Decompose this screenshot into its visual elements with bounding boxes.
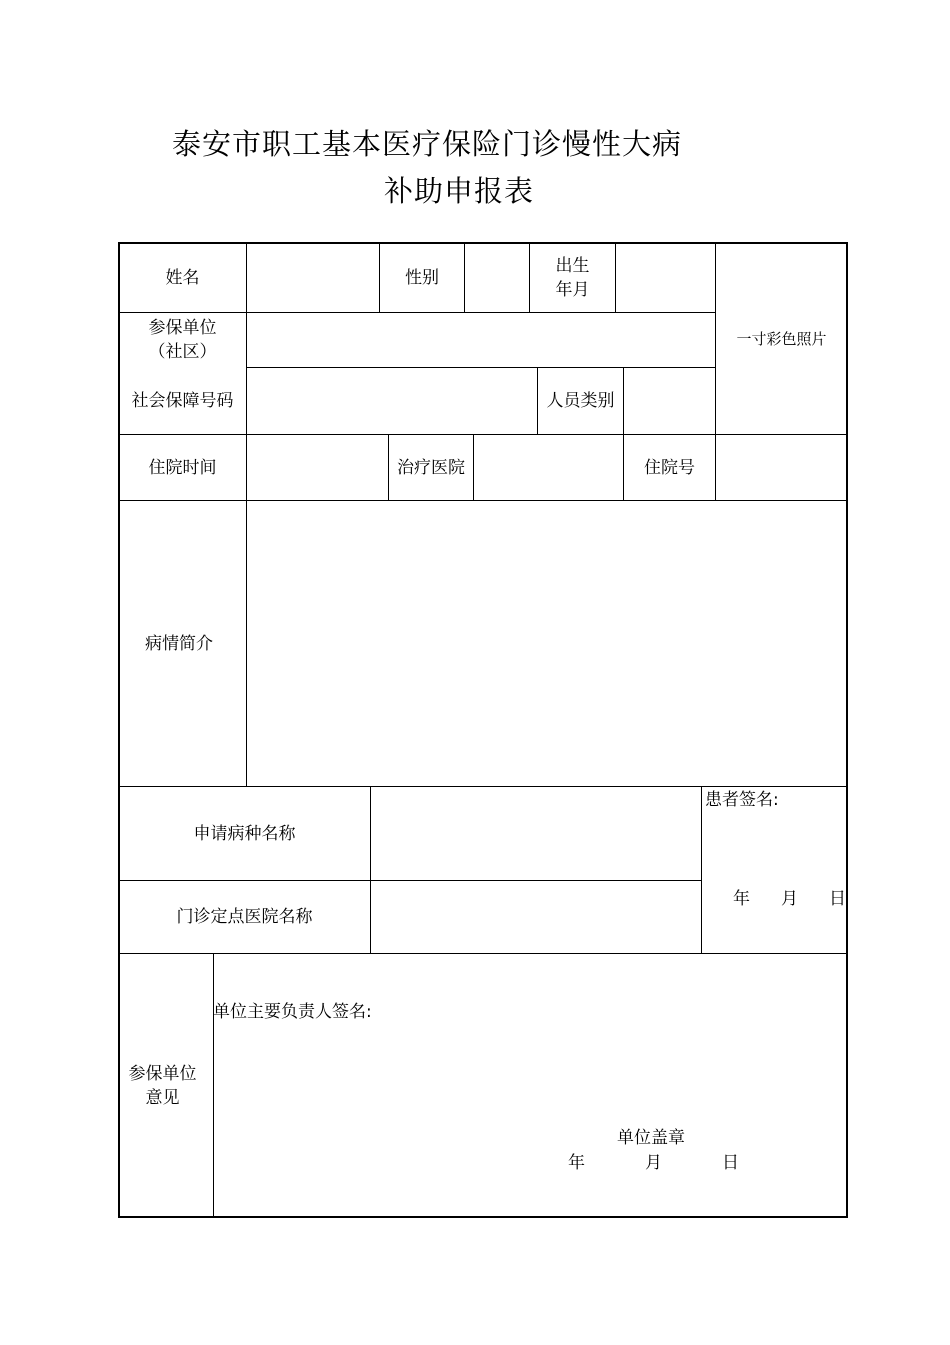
designated-hospital-field[interactable] — [371, 881, 701, 953]
personnel-category-field[interactable] — [624, 368, 715, 434]
gender-label: 性别 — [405, 268, 439, 288]
social-security-number-field[interactable] — [247, 368, 537, 434]
designated-hospital-label: 门诊定点医院名称 — [176, 907, 313, 927]
row-divider — [119, 953, 847, 954]
condition-summary-label: 病情简介 — [145, 633, 213, 654]
unit-opinion-label: 参保单位 意见 — [128, 1064, 197, 1108]
admission-number-field[interactable] — [716, 435, 847, 500]
disease-name-label: 申请病种名称 — [193, 823, 296, 844]
gender-field[interactable] — [465, 244, 529, 312]
unit-head-signature-label: 单位主要负责人签名: — [213, 1002, 372, 1022]
treatment-hospital-label: 治疗医院 — [397, 457, 465, 478]
birth-date-field[interactable] — [616, 244, 715, 312]
form-title-line2: 补助申报表 — [384, 174, 535, 208]
unit-date-day: 日 — [722, 1153, 739, 1173]
name-label: 姓名 — [165, 268, 200, 288]
patient-date-year: 年 — [733, 889, 750, 909]
unit-date-month: 月 — [645, 1153, 662, 1173]
name-field[interactable] — [247, 244, 379, 312]
birth-date-label: 出生 年月 — [555, 256, 590, 300]
unit-opinion-field[interactable] — [214, 1030, 847, 1120]
patient-signature-label: 患者签名: — [705, 790, 779, 810]
form-title-line1: 泰安市职工基本医疗保险门诊慢性大病 — [172, 127, 683, 161]
social-security-number-label: 社会保障号码 — [131, 391, 234, 411]
insured-unit-field[interactable] — [247, 313, 715, 367]
patient-signature-field[interactable] — [702, 815, 847, 885]
unit-date-year: 年 — [568, 1153, 585, 1173]
condition-summary-field[interactable] — [247, 501, 847, 786]
personnel-category-label: 人员类别 — [546, 391, 615, 411]
photo-placeholder: 一寸彩色照片 — [736, 330, 827, 348]
admission-time-field[interactable] — [247, 435, 388, 500]
insured-unit-label: 参保单位 （社区） — [148, 318, 217, 362]
unit-stamp-label: 单位盖章 — [617, 1128, 685, 1148]
patient-date-month: 月 — [781, 889, 798, 909]
patient-date-day: 日 — [829, 889, 846, 909]
treatment-hospital-field[interactable] — [474, 435, 623, 500]
disease-name-field[interactable] — [371, 787, 701, 880]
admission-time-label: 住院时间 — [148, 457, 217, 478]
admission-number-label: 住院号 — [644, 457, 695, 478]
